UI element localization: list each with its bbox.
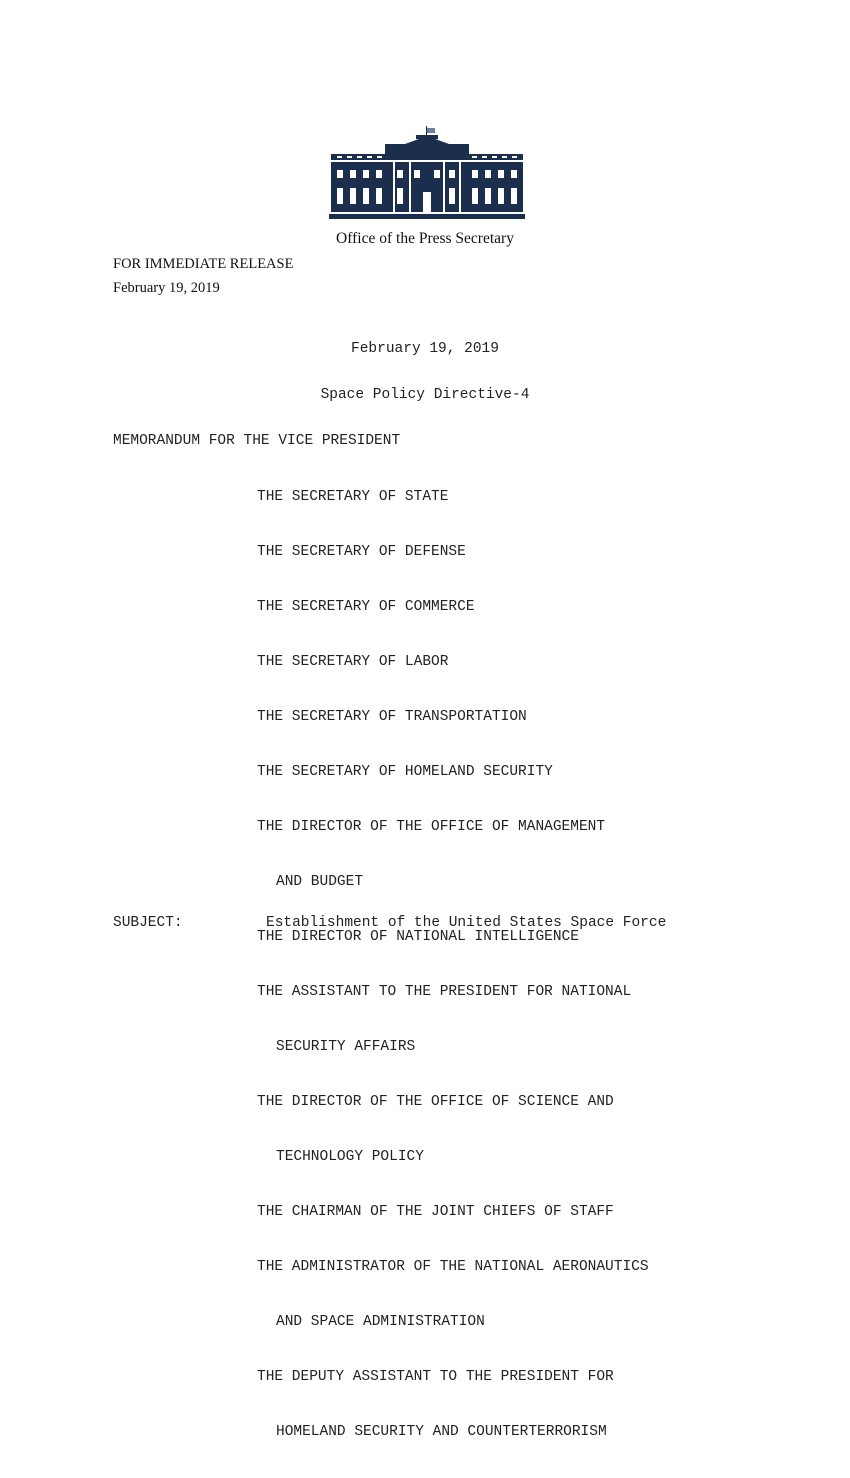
addressee-vice-president: THE VICE PRESIDENT [243,433,401,449]
addressee: THE DIRECTOR OF NATIONAL INTELLIGENCE [257,929,579,945]
release-label: FOR IMMEDIATE RELEASE [113,256,294,272]
addressee: THE DEPUTY ASSISTANT TO THE PRESIDENT FOR [257,1369,614,1385]
addressee-continuation: AND SPACE ADMINISTRATION [276,1314,485,1330]
addressee: THE CHAIRMAN OF THE JOINT CHIEFS OF STAFF [257,1204,614,1220]
white-house-logo-icon [329,126,525,220]
addressee: THE SECRETARY OF COMMERCE [257,599,475,615]
subject-text: Establishment of the United States Space Force [266,915,667,931]
office-title: Office of the Press Secretary [336,230,514,247]
addressee: THE ADMINISTRATOR OF THE NATIONAL AERONAUTICS [257,1259,649,1275]
addressee: THE SECRETARY OF TRANSPORTATION [257,709,527,725]
addressee-continuation: HOMELAND SECURITY AND COUNTERTERRORISM [276,1424,607,1440]
addressee: THE SECRETARY OF HOMELAND SECURITY [257,764,553,780]
memo-date: February 19, 2019 [351,341,499,357]
memorandum-for-label: MEMORANDUM FOR [113,433,235,449]
addressee-continuation: TECHNOLOGY POLICY [276,1149,424,1165]
addressee-continuation: AND BUDGET [276,874,364,890]
memorandum-for-line [113,433,400,449]
addressee: THE SECRETARY OF DEFENSE [257,544,466,560]
subject-label: SUBJECT: [113,915,183,931]
addressee: THE DIRECTOR OF THE OFFICE OF MANAGEMENT [257,819,606,835]
release-date: February 19, 2019 [113,280,220,296]
addressee-list [257,456,649,1478]
addressee: THE DIRECTOR OF THE OFFICE OF SCIENCE AND [257,1094,614,1110]
addressee: THE SECRETARY OF LABOR [257,654,449,670]
addressee: THE ASSISTANT TO THE PRESIDENT FOR NATIONAL [257,984,632,1000]
addressee-continuation: SECURITY AFFAIRS [276,1039,416,1055]
directive-title: Space Policy Directive-4 [320,387,530,403]
addressee: THE SECRETARY OF STATE [257,489,449,505]
